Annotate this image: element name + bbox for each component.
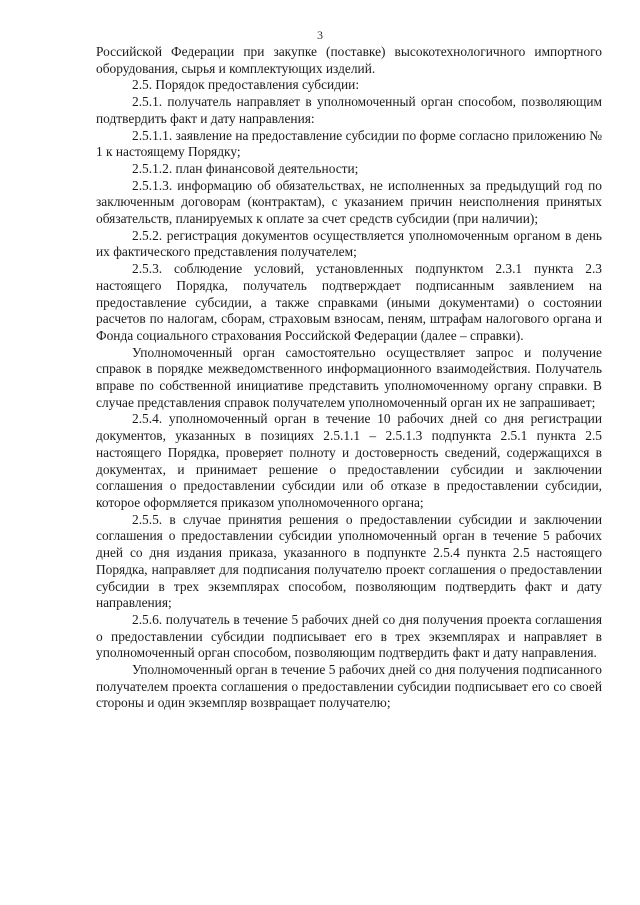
paragraph-2-5-3: 2.5.3. соблюдение условий, установленных подпунктом 2.3.1 пункта 2.3 настоящего Порядка, получатель подтверждает подписанным заявлением на предоставление субсидии, а также справками (иными документами) о состоянии расчетов по налогам, сборам, страховым взносам, пеням, штрафам налогового органа и Фонда социального страхования Российской Федерации (далее – справки). <box>96 261 602 343</box>
paragraph-2-5-6: 2.5.6. получатель в течение 5 рабочих дней со дня получения проекта соглашения о предоставлении субсидии подписывает его в трех экземплярах и направляет в уполномоченный орган способом, позволяющим подтвердить факт и дату направления. <box>96 611 602 661</box>
paragraph-2-5: 2.5. Порядок предоставления субсидии: <box>132 77 360 93</box>
paragraph-authority-request: Уполномоченный орган самостоятельно осуществляет запрос и получение справок в порядке межведомственного информационного взаимодействия. Получатель вправе по собственной инициативе представить уполномоченному органу справки. В случае представления справок получателем уполномоченный орган их не запрашивает; <box>96 344 602 410</box>
paragraph-2-5-1-3: 2.5.1.3. информацию об обязательствах, не исполненных за предыдущий год по заключенным договорам (контрактам), с указанием причин неисполнения принятых обязательств, планируемых к оплате за счет средств субсидии (при наличии); <box>96 177 602 227</box>
paragraph-continuation: Российской Федерации при закупке (поставке) высокотехнологичного импортного оборудования, сырья и комплектующих изделий. <box>96 44 602 76</box>
paragraph-authority-signing: Уполномоченный орган в течение 5 рабочих дней со дня получения подписанного получателем проекта соглашения о предоставлении субсидии подписывает его со своей стороны и один экземпляр возвращает получателю; <box>96 662 602 711</box>
document-body <box>96 44 602 712</box>
paragraph-2-5-1: 2.5.1. получатель направляет в уполномоченный орган способом, позволяющим подтвердить факт и дату направления: <box>96 94 602 126</box>
paragraph-2-5-1-1: 2.5.1.1. заявление на предоставление субсидии по форме согласно приложению № 1 к настоящему Порядку; <box>96 127 602 160</box>
paragraph-2-5-1-2: 2.5.1.2. план финансовой деятельности; <box>132 160 359 176</box>
paragraph-2-5-4: 2.5.4. уполномоченный орган в течение 10 рабочих дней со дня регистрации документов, указанных в позициях 2.5.1.1 – 2.5.1.3 подпункта 2.5.1 пункта 2.5 настоящего Порядка, проверяет полноту и достоверность сведений, содержащихся в документах, и принимает решение о предоставлении субсидии и заключении соглашения о предоставлении субсидии или об отказе в предоставлении субсидии, которое оформляется приказом уполномоченного органа; <box>96 411 602 510</box>
paragraph-2-5-5: 2.5.5. в случае принятия решения о предоставлении субсидии и заключении соглашения о предоставлении субсидии уполномоченный орган в течение 5 рабочих дней со дня издания приказа, указанного в подпункте 2.5.4 пункта 2.5 настоящего Порядка, направляет для подписания получателю проект соглашения о предоставлении субсидии в трех экземплярах способом, позволяющим подтвердить факт и дату направления; <box>96 511 602 611</box>
page-number: 3 <box>317 28 323 42</box>
paragraph-2-5-2: 2.5.2. регистрация документов осуществляется уполномоченным органом в день их фактического представления получателем; <box>96 227 602 260</box>
